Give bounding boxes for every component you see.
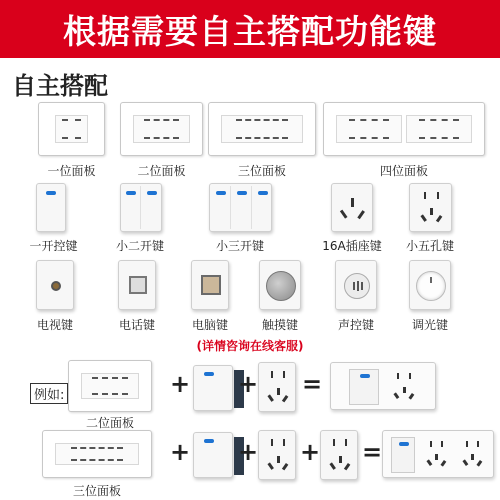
example-five-hole-key (258, 430, 296, 480)
sound-sensor-icon (344, 273, 370, 299)
equals-sign: = (362, 438, 383, 466)
socket-five-hole-icon (419, 435, 455, 475)
plus-sign: + (300, 438, 321, 466)
banner-title: 根据需要自主搭配功能键 (63, 11, 437, 51)
socket-five-hole-icon (259, 431, 297, 481)
panel-2-label: 二位面板 (137, 164, 186, 178)
socket-16a-icon (332, 184, 374, 233)
plus-sign: + (238, 370, 259, 398)
single-switch-key (36, 183, 66, 232)
tv-key-label: 电视键 (36, 318, 73, 332)
dimmer-key (409, 260, 451, 310)
panel-4-label: 四位面板 (379, 164, 428, 178)
socket-five-hole-icon (455, 435, 491, 475)
consult-note: (详情咨询在线客服) (196, 339, 304, 353)
computer-key (191, 260, 229, 310)
tv-key (36, 260, 74, 310)
example-panel-label-1: 二位面板 (85, 416, 134, 430)
example-switch-key (193, 432, 233, 478)
indicator-light-icon (258, 191, 268, 195)
socket-five-hole-icon (410, 184, 453, 233)
example-label: 例如: (30, 383, 68, 404)
example-five-hole-key (258, 362, 296, 412)
header-banner (0, 0, 500, 58)
panel-3-position (208, 102, 316, 156)
plus-sign: + (170, 370, 191, 398)
example-result-three-position (382, 430, 494, 478)
indicator-light-icon (204, 439, 214, 443)
indicator-light-icon (399, 442, 409, 446)
indicator-light-icon (204, 372, 214, 376)
indicator-light-icon (216, 191, 226, 195)
phone-key (118, 260, 156, 310)
socket-five-hole-icon (259, 363, 297, 413)
example-five-hole-key (320, 430, 358, 480)
section-title: 自主搭配 (12, 72, 108, 100)
panel-1-label: 一位面板 (47, 164, 96, 178)
indicator-light-icon (46, 191, 56, 195)
touch-key-label: 触摸键 (261, 318, 298, 332)
plus-sign: + (238, 438, 259, 466)
example-panel-label-2: 三位面板 (72, 484, 121, 498)
network-jack-icon (201, 275, 221, 295)
plus-sign: + (170, 438, 191, 466)
double-switch-key-label: 小二开键 (115, 239, 164, 253)
socket-five-hole-icon (385, 367, 425, 407)
panel-4-position (323, 102, 485, 156)
indicator-light-icon (360, 374, 370, 378)
indicator-light-icon (237, 191, 247, 195)
sound-control-key-label: 声控键 (337, 318, 374, 332)
16a-socket-key-label: 16A插座键 (322, 239, 382, 253)
equals-sign: = (302, 370, 323, 398)
indicator-light-icon (126, 191, 136, 195)
five-hole-socket-key (409, 183, 452, 232)
socket-five-hole-icon (321, 431, 359, 481)
touch-key (259, 260, 301, 310)
tv-jack-icon (51, 281, 61, 291)
16a-socket-key (331, 183, 373, 232)
computer-key-label: 电脑键 (191, 318, 228, 332)
dimmer-knob-icon (416, 271, 446, 301)
sound-control-key (335, 260, 377, 310)
triple-switch-key-label: 小三开键 (215, 239, 264, 253)
indicator-light-icon (147, 191, 157, 195)
panel-2-position (120, 102, 203, 156)
touch-pad-icon (266, 271, 296, 301)
phone-key-label: 电话键 (118, 318, 155, 332)
example-result-two-position (330, 362, 436, 410)
single-switch-key-label: 一开控键 (29, 239, 78, 253)
example-switch-key (193, 365, 233, 411)
panel-1-position (38, 102, 105, 156)
double-switch-key (120, 183, 162, 232)
example-three-position-panel (42, 430, 152, 478)
phone-jack-icon (129, 276, 147, 294)
five-hole-socket-key-label: 小五孔键 (405, 239, 454, 253)
panel-3-label: 三位面板 (237, 164, 286, 178)
dimmer-key-label: 调光键 (411, 318, 448, 332)
example-two-position-panel (68, 360, 152, 412)
triple-switch-key (209, 183, 272, 232)
